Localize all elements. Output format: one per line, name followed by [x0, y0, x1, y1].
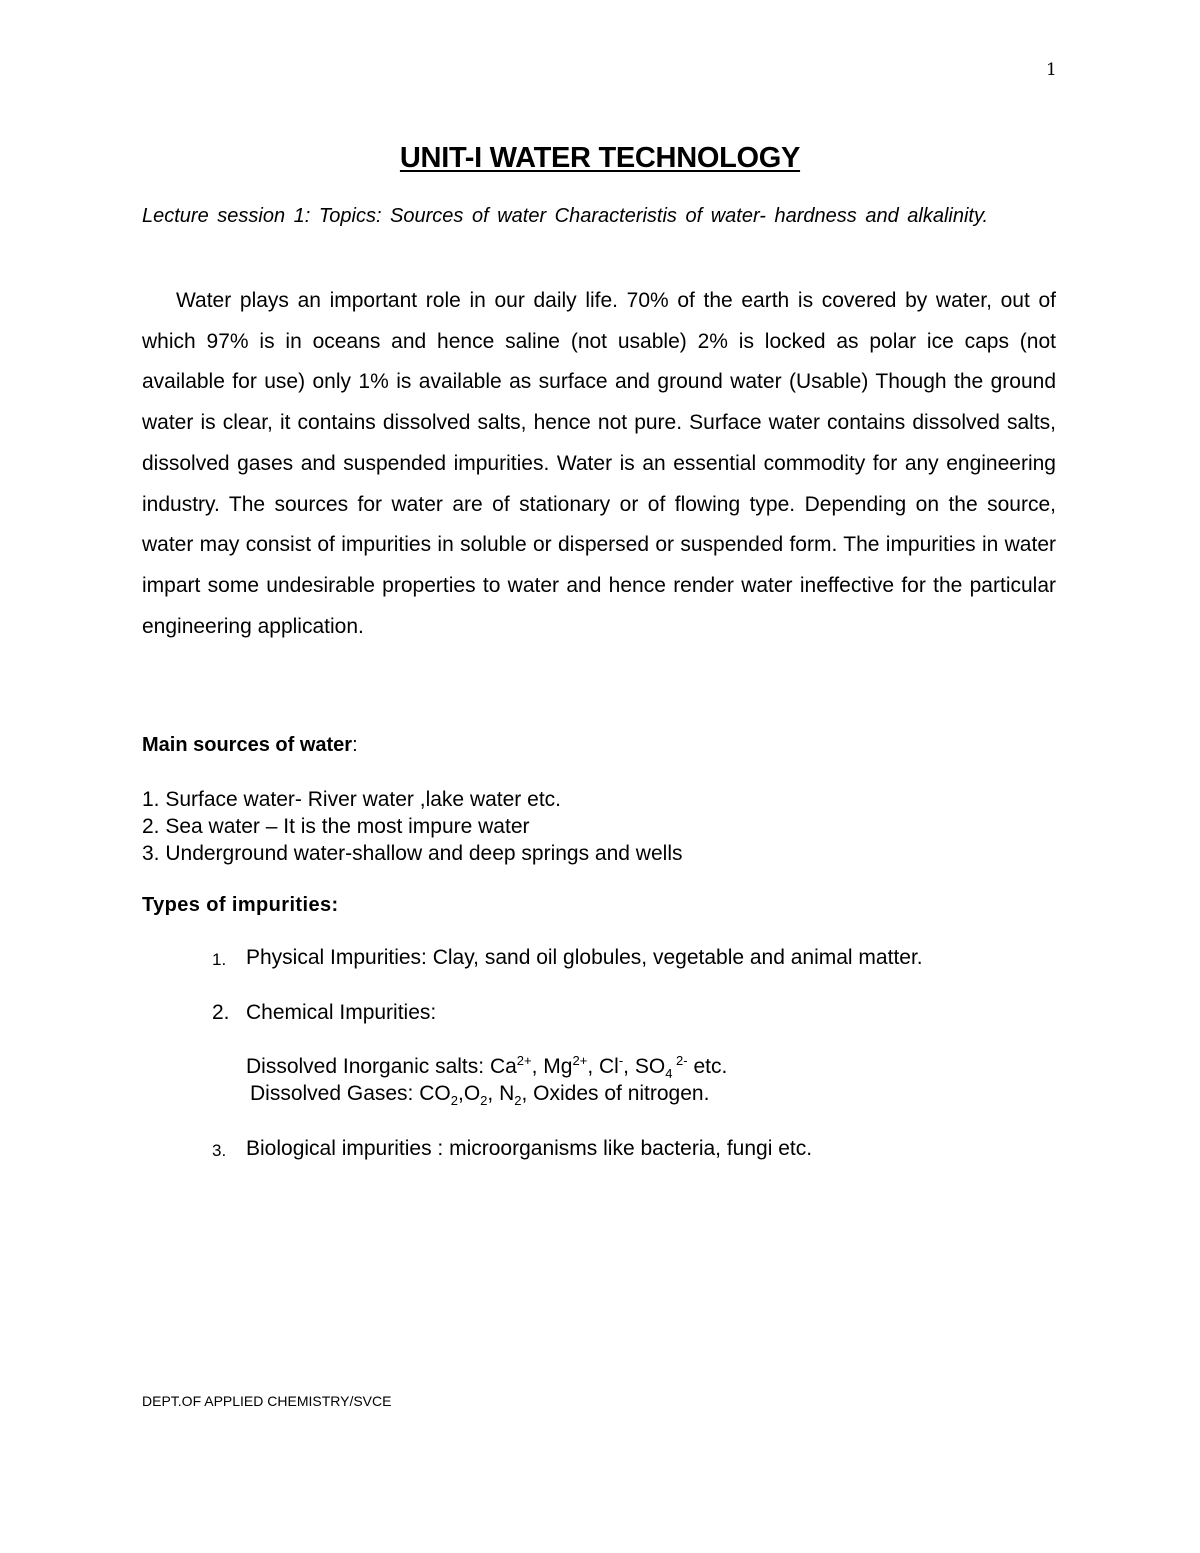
lecture-topics-line: Lecture session 1: Topics: Sources of water Characteristis of water- hardness and alkalinity.: [142, 205, 989, 227]
o-subscript: 2: [480, 1093, 488, 1109]
ca-charge: 2+: [516, 1053, 532, 1068]
gases-suffix: , Oxides of nitrogen.: [521, 1082, 710, 1105]
inorganic-suffix: etc.: [687, 1055, 728, 1078]
o-label: ,O: [457, 1082, 481, 1105]
intro-paragraph: [142, 281, 1056, 647]
mg-charge: 2+: [572, 1053, 588, 1068]
sources-heading-colon: :: [352, 734, 358, 756]
gases-prefix: Dissolved Gases: CO: [250, 1082, 451, 1105]
impurity-number: 2.: [212, 1001, 230, 1024]
impurities-heading: Types of impurities:: [142, 894, 339, 916]
n-subscript: 2: [514, 1093, 522, 1109]
so-charge: 2-: [672, 1053, 688, 1068]
impurity-number: 1.: [212, 950, 227, 969]
page-number: 1: [1046, 60, 1057, 80]
sources-heading: [142, 734, 358, 757]
n-label: , N: [487, 1082, 515, 1105]
dissolved-inorganic-salts: [246, 1053, 728, 1082]
impurity-chemical: Chemical Impurities:: [246, 1001, 437, 1024]
cl-label: , Cl: [587, 1055, 619, 1078]
inorganic-prefix: Dissolved Inorganic salts: Ca: [246, 1055, 517, 1078]
list-item: 2. Sea water – It is the most impure water: [142, 815, 530, 838]
footer: DEPT.OF APPLIED CHEMISTRY/SVCE: [142, 1393, 392, 1409]
list-item: 1. Surface water- River water ,lake water etc.: [142, 788, 561, 811]
page-title: UNIT-I WATER TECHNOLOGY: [399, 142, 801, 174]
so-label: , SO: [623, 1055, 666, 1078]
mg-label: , Mg: [531, 1055, 573, 1078]
impurity-biological: Biological impurities : microorganisms like bacteria, fungi etc.: [246, 1137, 813, 1160]
intro-paragraph-text: Water plays an important role in our daily life. 70% of the earth is covered by water, out of which 97% is in oceans and hence saline (not usable) 2% is locked as polar ice caps (not available for use) only 1% is available as surface and ground water (Usable) Though the ground water is clear, it contains dissolved salts, hence not pure. Surface water contains dissolved salts, dissolved gases and suspended impurities. Water is an essential commodity for any engineering industry. The sources for water are of stationary or of flowing type. Depending on the source, water may consist of impurities in soluble or dispersed or suspended form. The impurities in water impart some undesirable properties to water and hence render water ineffective for the particular engineering application.: [142, 289, 1056, 638]
so-subscript: 4: [665, 1066, 673, 1082]
list-item: 3. Underground water-shallow and deep springs and wells: [142, 842, 683, 865]
impurity-physical: Physical Impurities: Clay, sand oil globules, vegetable and animal matter.: [246, 946, 923, 969]
dissolved-gases: [250, 1082, 710, 1109]
co-subscript: 2: [450, 1093, 458, 1109]
impurity-number: 3.: [212, 1141, 227, 1160]
cl-charge: -: [618, 1053, 624, 1068]
sources-heading-text: Main sources of water: [142, 734, 353, 756]
